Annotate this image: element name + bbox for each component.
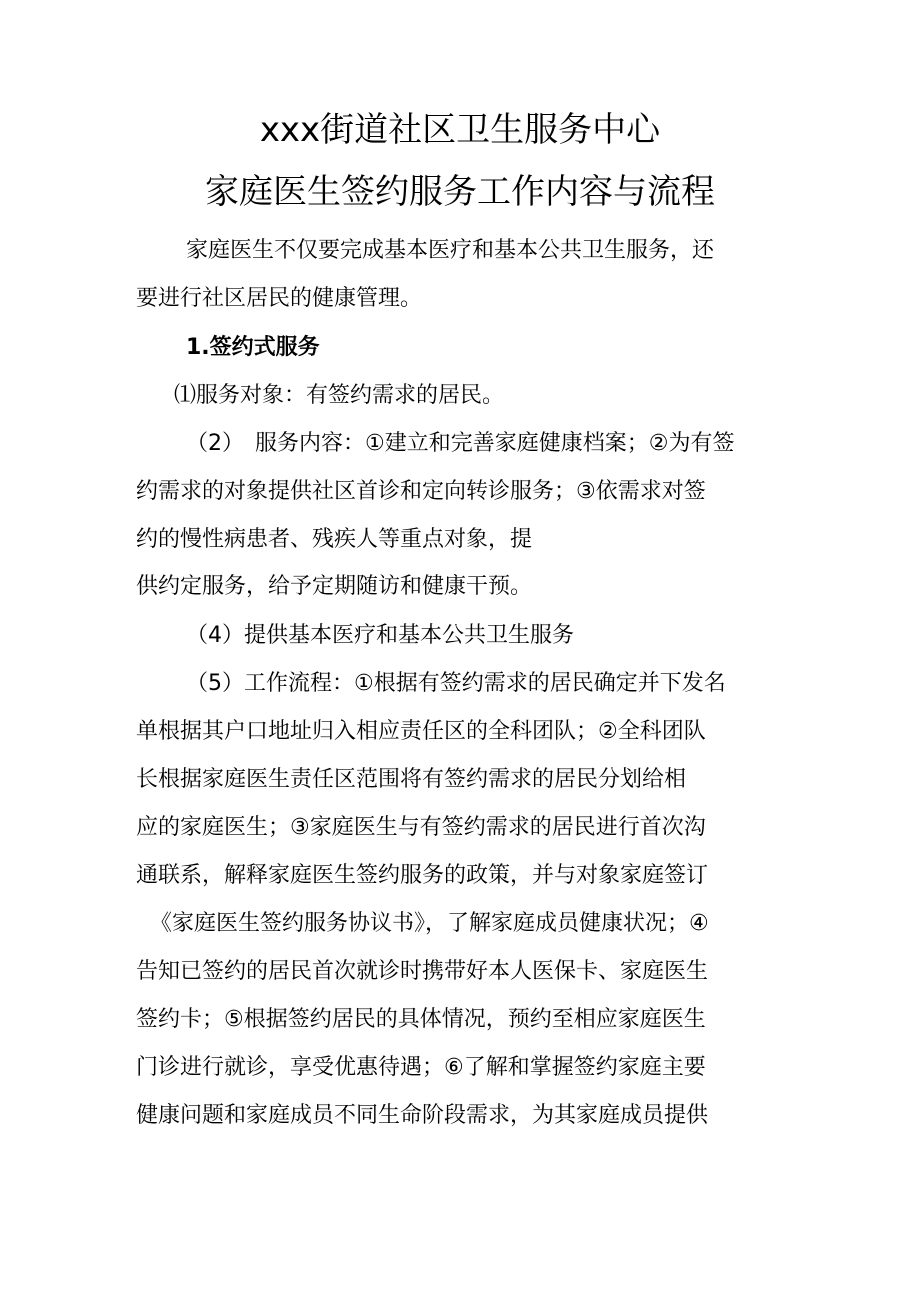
paragraph-line: 长根据家庭医生责任区范围将有签约需求的居民分划给相	[136, 767, 687, 792]
paragraph-line: 通联系，解释家庭医生签约服务的政策，并与对象家庭签订	[136, 863, 709, 888]
paragraph-line: 应的家庭医生；③家庭医生与有签约需求的居民进行首次沟	[136, 815, 706, 840]
document-title-line2: 家庭医生签约服务工作内容与流程	[205, 172, 715, 212]
paragraph-line: 要进行社区居民的健康管理。	[136, 286, 423, 311]
paragraph-line: 门诊进行就诊，享受优惠待遇；⑥了解和掌握签约家庭主要	[136, 1055, 706, 1080]
section-heading: 1.签约式服务	[186, 335, 320, 360]
paragraph-line: （4）提供基本医疗和基本公共卫生服务	[186, 623, 574, 648]
paragraph-line: 健康问题和家庭成员不同生命阶段需求，为其家庭成员提供	[136, 1103, 709, 1128]
paragraph-line: 《家庭医生签约服务协议书》，了解家庭成员健康状况；④	[150, 911, 709, 936]
paragraph-line: 签约卡；⑤根据签约居民的具体情况，预约至相应家庭医生	[136, 1007, 706, 1032]
document-title-line1: xxx街道社区卫生服务中心	[259, 110, 661, 150]
paragraph-line: 约的慢性病患者、残疾人等重点对象，提	[136, 527, 533, 552]
paragraph-line: 约需求的对象提供社区首诊和定向转诊服务；③依需求对签	[136, 479, 706, 504]
paragraph-line: ⑴服务对象：有签约需求的居民。	[174, 383, 505, 408]
paragraph-line: （2） 服务内容：①建立和完善家庭健康档案；②为有签	[186, 431, 735, 456]
paragraph-line: 供约定服务，给予定期随访和健康干预。	[136, 574, 533, 599]
paragraph-line: 告知已签约的居民首次就诊时携带好本人医保卡、家庭医生	[136, 959, 709, 984]
paragraph-line: 单根据其户口地址归入相应责任区的全科团队；②全科团队	[136, 719, 706, 744]
paragraph-line: 家庭医生不仅要完成基本医疗和基本公共卫生服务，还	[186, 238, 715, 263]
paragraph-line: （5）工作流程：①根据有签约需求的居民确定并下发名	[186, 671, 726, 696]
